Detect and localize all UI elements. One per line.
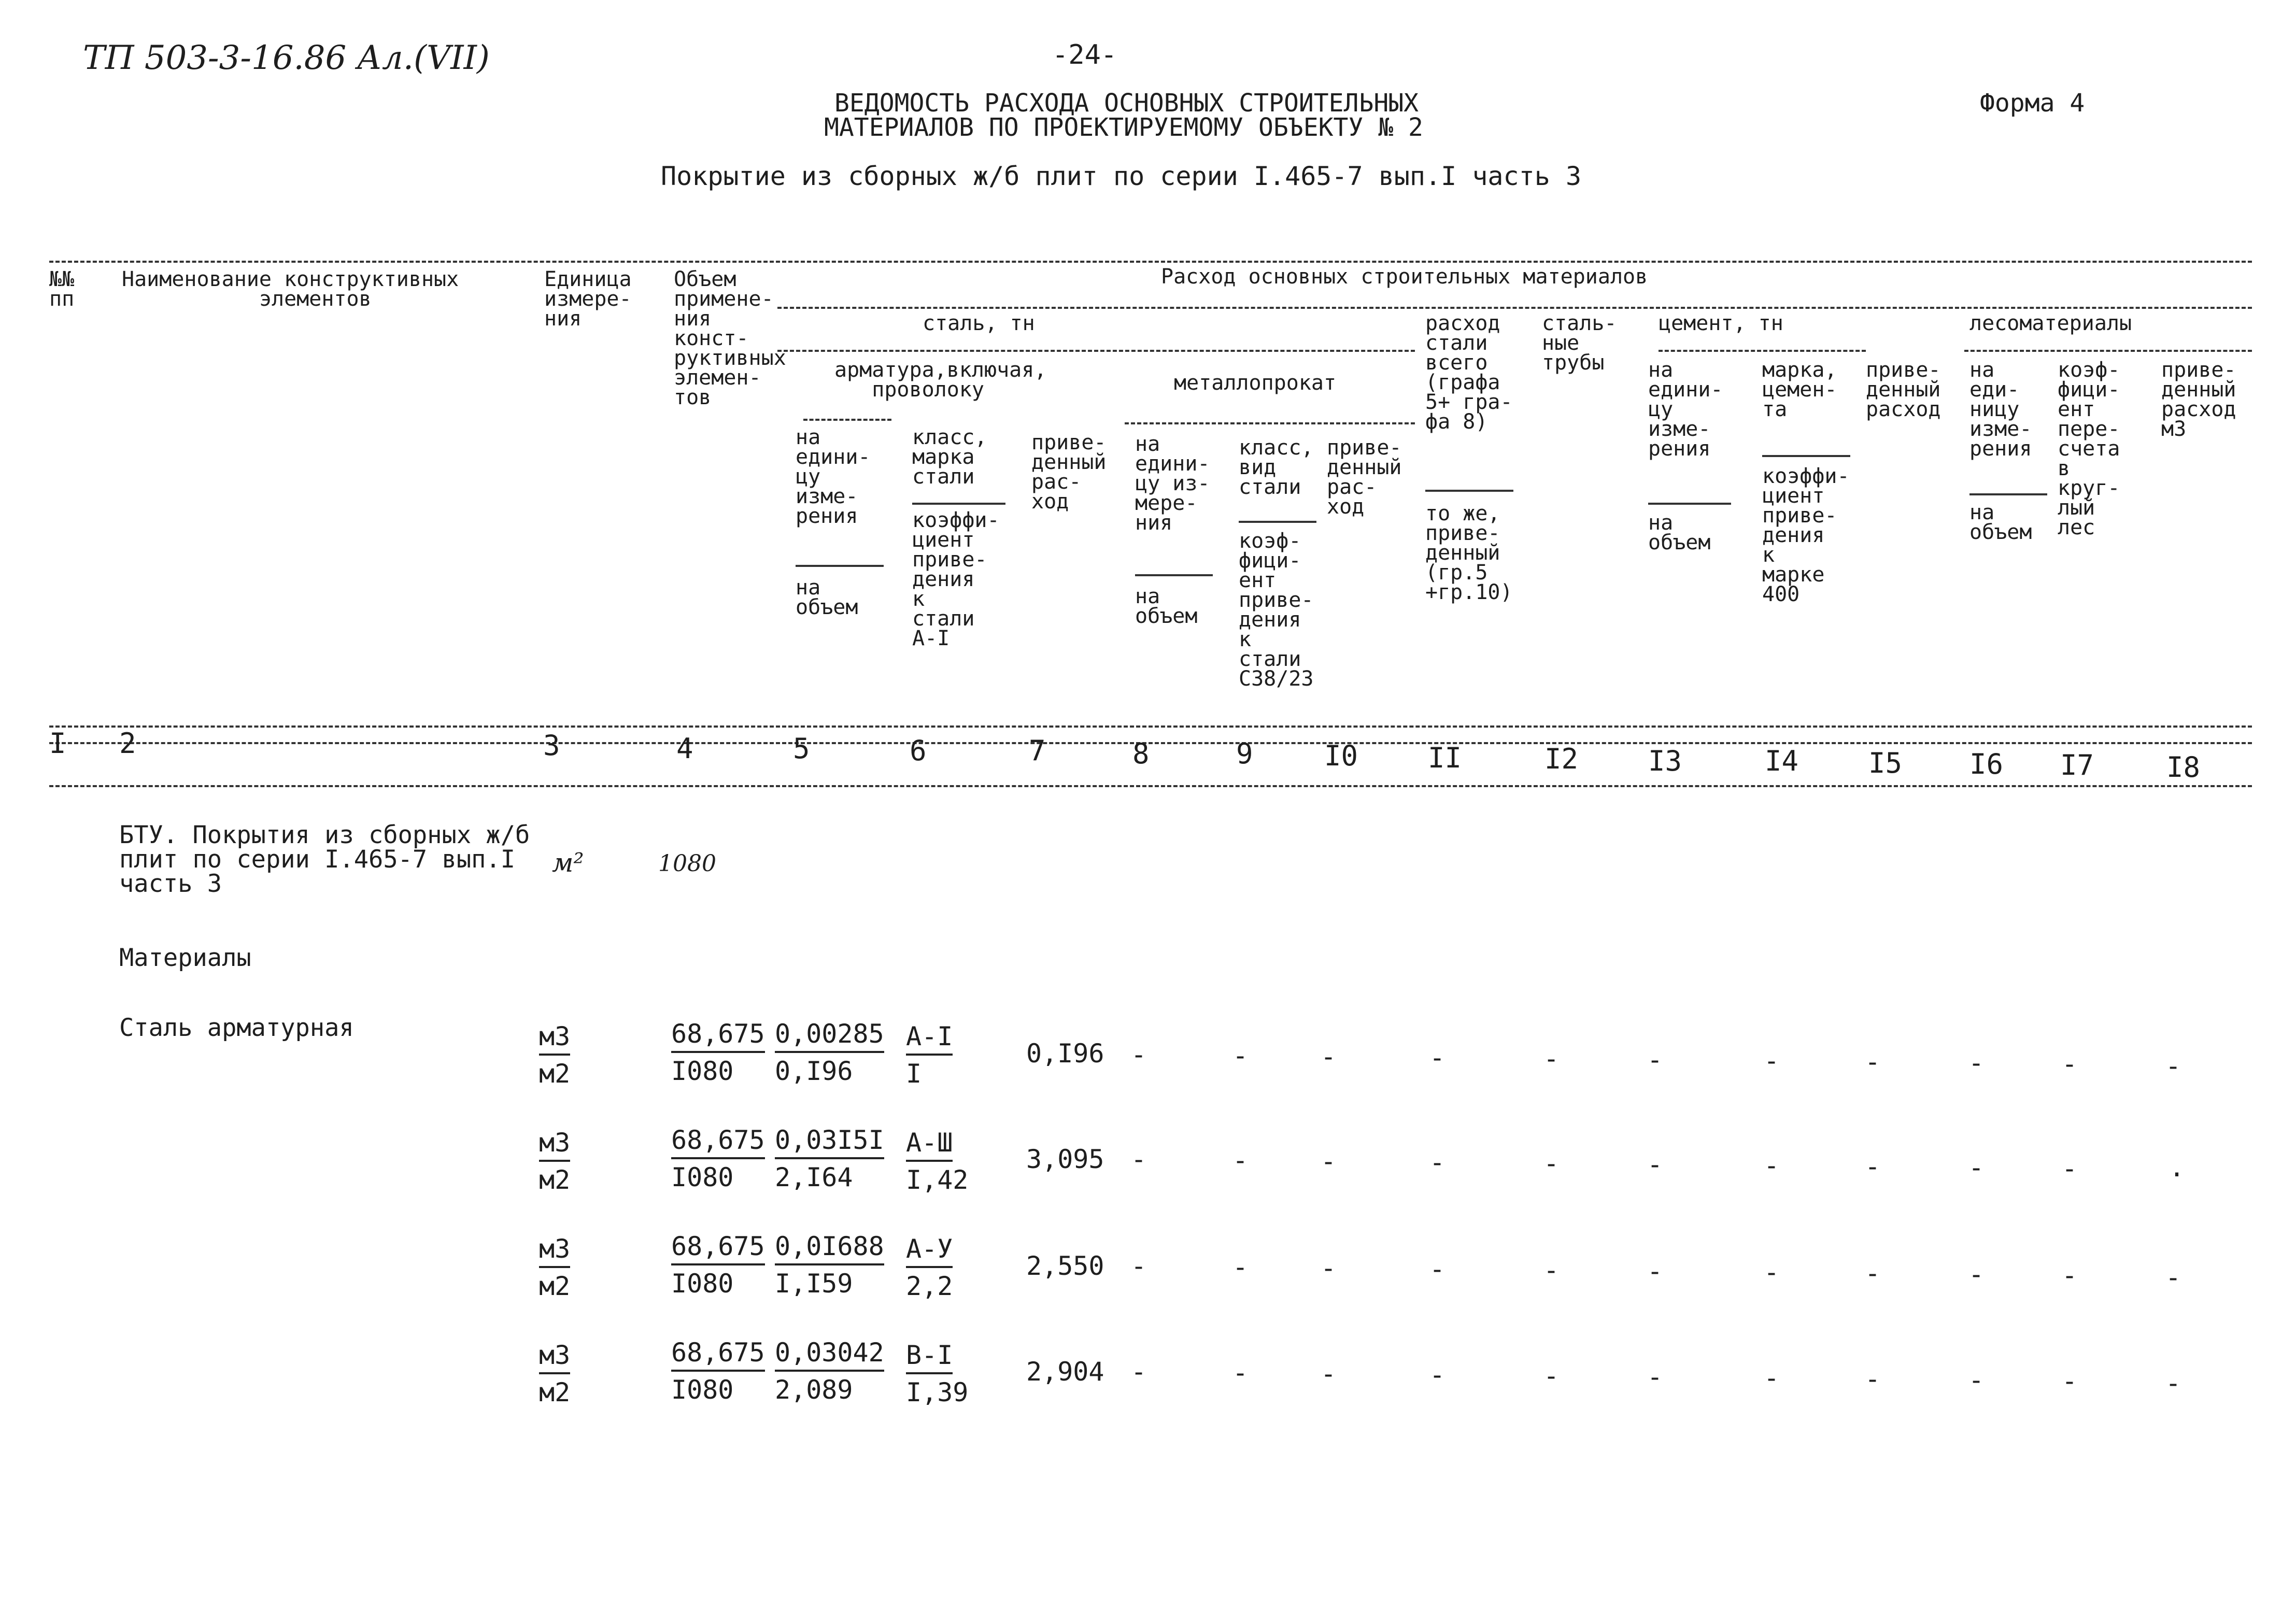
col-number: I2 — [1544, 743, 1579, 775]
header-timber: лесоматериалы — [1969, 311, 2132, 335]
header-rule-arm-metal — [777, 350, 1415, 352]
dash-c17: - — [2062, 1049, 2078, 1079]
header-rule-les — [1964, 350, 2252, 352]
c11-separator — [1425, 490, 1513, 492]
row-end-mark: . — [2169, 1153, 2185, 1183]
dash-c9: - — [1232, 1358, 1249, 1388]
row-steel-class: А-I I — [906, 1021, 953, 1089]
dash-c18: - — [2165, 1051, 2181, 1081]
header-armatura: арматура,включая, проволоку — [834, 358, 1047, 402]
row-steel-class: В-I I,39 — [906, 1340, 969, 1407]
dash-c13: - — [1647, 1149, 1663, 1179]
c16-separator — [1969, 493, 2047, 495]
colnum-top-rule — [49, 742, 2252, 744]
dash-c9: - — [1232, 1252, 1249, 1282]
dash-c12: - — [1543, 1044, 1560, 1074]
dash-c8: - — [1131, 1357, 1147, 1387]
row-reduced-armatura: 2,904 — [1026, 1357, 1104, 1387]
materials-heading: Материалы — [119, 944, 251, 972]
header-reduced-cement: приве- денный расход — [1866, 358, 1941, 421]
row-reduced-armatura: 3,095 — [1026, 1144, 1104, 1174]
header-element-name: Наименование конструктивных элементов — [122, 267, 459, 311]
row-armatura-rate: $\frac{0,00285}{0,I96}$ — [775, 1019, 884, 1086]
section-name-line2: плит по серии I.465-7 вып.I — [119, 845, 516, 874]
header-reduced-timber: приве- денный расход м3 — [2161, 358, 2236, 441]
header-reduced-armatura: приве- денный рас- ход — [1031, 431, 1107, 514]
row-armatura-rate: $\frac{0,03042}{2,089}$ — [775, 1338, 884, 1405]
header-cement: цемент, тн — [1659, 311, 1783, 335]
row-volume: $\frac{68,675}{I080}$ — [671, 1019, 765, 1086]
dash-c9: - — [1232, 1145, 1249, 1175]
dash-c16: - — [1968, 1153, 1985, 1183]
header-materials-consumption: Расход основных строительных материалов — [1161, 265, 1648, 289]
dash-c11: - — [1429, 1254, 1445, 1284]
c13-separator — [1648, 503, 1731, 505]
col-number: 9 — [1236, 737, 1253, 770]
col-number: 6 — [910, 734, 927, 767]
row-steel-class: А-Ш I,42 — [906, 1128, 969, 1195]
header-row-number: №№ пп — [49, 267, 75, 311]
col-number: I4 — [1765, 745, 1799, 777]
row-reduced-armatura: 0,I96 — [1026, 1038, 1104, 1069]
dash-c13: - — [1647, 1362, 1663, 1392]
header-rule-arm-sub — [803, 419, 891, 421]
header-coef-a1: коэффи- циент приве- дения к стали А-I — [912, 508, 1000, 650]
c8-separator — [1135, 574, 1213, 576]
row-unit: м3 м2 — [539, 1128, 571, 1195]
dash-c10: - — [1321, 1146, 1337, 1176]
col-number: 5 — [793, 732, 810, 765]
col-number: 7 — [1029, 734, 1046, 767]
header-total-steel-reduced: то же, приве- денный (гр.5 +гр.10) — [1425, 502, 1513, 604]
header-per-volume-timber: на объем — [1969, 501, 2032, 544]
dash-c17: - — [2062, 1154, 2078, 1184]
row-reduced-armatura: 2,550 — [1026, 1251, 1104, 1281]
row-armatura-rate: $\frac{0,0I688}{I,I59}$ — [775, 1231, 884, 1299]
dash-c15: - — [1865, 1151, 1881, 1182]
header-rule-metal-sub — [1125, 422, 1415, 424]
dash-c18: - — [2165, 1262, 2181, 1292]
dash-c14: - — [1764, 1046, 1780, 1076]
header-rule-cement — [1659, 350, 1866, 352]
header-steel-pipes: сталь- ные трубы — [1542, 311, 1617, 375]
c9-separator — [1239, 521, 1316, 523]
row-armatura-rate: $\frac{0,03I5I}{2,I64}$ — [775, 1125, 884, 1192]
section-name-line1: БТУ. Покрытия из сборных ж/б — [119, 821, 530, 849]
header-coef-c38: коэф- фици- ент приве- дения к стали С38/23 — [1239, 529, 1314, 691]
header-per-volume-armatura: на объем — [796, 576, 858, 619]
header-per-unit-armatura: на едини- цу изме- рения — [796, 425, 871, 528]
row-steel-class: А-У 2,2 — [906, 1234, 953, 1301]
row-unit: м3 м2 — [539, 1234, 571, 1301]
c5-separator — [796, 565, 884, 567]
col-number: 2 — [119, 727, 136, 760]
header-per-volume-metal: на объем — [1135, 585, 1198, 628]
header-coef-400: коэффи- циент приве- дения к марке 400 — [1762, 464, 1850, 606]
dash-c10: - — [1321, 1359, 1337, 1389]
row-volume: $\frac{68,675}{I080}$ — [671, 1231, 765, 1299]
dash-c13: - — [1647, 1045, 1663, 1075]
header-bottom-rule — [49, 725, 2252, 728]
col-number: I7 — [2060, 749, 2094, 781]
dash-c16: - — [1968, 1365, 1985, 1395]
header-volume: Объем примене- ния конст- руктивных элемен- тов — [674, 267, 786, 409]
dash-c16: - — [1968, 1048, 1985, 1078]
dash-c9: - — [1232, 1041, 1249, 1071]
group-label: Сталь арматурная — [119, 1014, 354, 1042]
header-per-unit-metal: на едини- цу из- мере- ния — [1135, 432, 1210, 535]
document-code: ТП 503-3-16.86 Ал.(VII) — [83, 39, 490, 77]
dash-c8: - — [1131, 1251, 1147, 1281]
dash-c12: - — [1543, 1361, 1560, 1391]
section-name-line3: часть 3 — [119, 870, 222, 898]
col-number: II — [1428, 742, 1462, 774]
dash-c14: - — [1764, 1150, 1780, 1180]
c6-separator — [912, 503, 1005, 505]
dash-c17: - — [2062, 1366, 2078, 1396]
col-number: I0 — [1324, 739, 1358, 772]
dash-c11: - — [1429, 1147, 1445, 1177]
dash-c10: - — [1321, 1042, 1337, 1072]
col-number: 4 — [676, 732, 693, 765]
row-volume: $\frac{68,675}{I080}$ — [671, 1125, 765, 1192]
dash-c14: - — [1764, 1257, 1780, 1287]
header-top-rule — [49, 261, 2252, 263]
col-number: I6 — [1969, 748, 2004, 780]
dash-c15: - — [1865, 1364, 1881, 1394]
header-rule-steel — [777, 307, 2252, 309]
dash-c14: - — [1764, 1363, 1780, 1393]
page-number: -24- — [1052, 39, 1117, 70]
dash-c8: - — [1131, 1144, 1147, 1174]
dash-c16: - — [1968, 1259, 1985, 1289]
header-coef-round-timber: коэф- фици- ент пере- счета в круг- лый лес — [2058, 358, 2120, 539]
header-steel: сталь, тн — [923, 311, 1035, 335]
dash-c17: - — [2062, 1260, 2078, 1290]
header-steel-class: класс, марка стали — [912, 425, 987, 489]
header-unit: Единица измере- ния — [544, 267, 632, 331]
document-title-line2: МАТЕРИАЛОВ ПО ПРОЕКТИРУЕМОМУ ОБЪЕКТУ № 2 — [824, 113, 1423, 142]
header-steel-type: класс, вид стали — [1239, 436, 1314, 499]
col-number: I5 — [1868, 747, 1903, 779]
dash-c10: - — [1321, 1253, 1337, 1283]
dash-c15: - — [1865, 1047, 1881, 1077]
document-title-line1: ВЕДОМОСТЬ РАСХОДА ОСНОВНЫХ СТРОИТЕЛЬНЫХ — [834, 89, 1419, 118]
document-subtitle: Покрытие из сборных ж/б плит по серии I.465-7 вып.I часть 3 — [661, 161, 1582, 191]
row-unit: м3 м2 — [539, 1021, 571, 1089]
section-volume: 1080 — [658, 850, 716, 877]
col-number: I8 — [2166, 751, 2201, 784]
header-reduced-metal: приве- денный рас- ход — [1327, 436, 1402, 519]
form-label: Форма 4 — [1980, 89, 2085, 118]
dash-c18: - — [2165, 1368, 2181, 1398]
col-number: 3 — [543, 729, 560, 762]
dash-c11: - — [1429, 1360, 1445, 1390]
dash-c8: - — [1131, 1040, 1147, 1070]
c14-separator — [1762, 455, 1850, 457]
header-metalloprokat: металлопрокат — [1174, 371, 1337, 395]
col-number: I3 — [1648, 745, 1682, 777]
dash-c15: - — [1865, 1258, 1881, 1288]
colnum-bottom-rule — [49, 785, 2252, 787]
col-number: 8 — [1132, 737, 1150, 770]
header-cement-grade: марка, цемен- та — [1762, 358, 1837, 421]
row-volume: $\frac{68,675}{I080}$ — [671, 1338, 765, 1405]
header-per-unit-cement: на едини- цу изме- рения — [1648, 358, 1723, 461]
header-per-unit-timber: на еди- ницу изме- рения — [1969, 358, 2032, 461]
dash-c12: - — [1543, 1148, 1560, 1178]
header-total-steel: расход стали всего (графа 5+ гра- фа 8) — [1425, 311, 1513, 434]
section-unit: м² — [552, 848, 584, 878]
header-per-volume-cement: на объем — [1648, 511, 1711, 554]
dash-c13: - — [1647, 1256, 1663, 1286]
row-unit: м3 м2 — [539, 1340, 571, 1407]
dash-c12: - — [1543, 1255, 1560, 1285]
col-number: I — [49, 727, 66, 760]
dash-c11: - — [1429, 1043, 1445, 1073]
